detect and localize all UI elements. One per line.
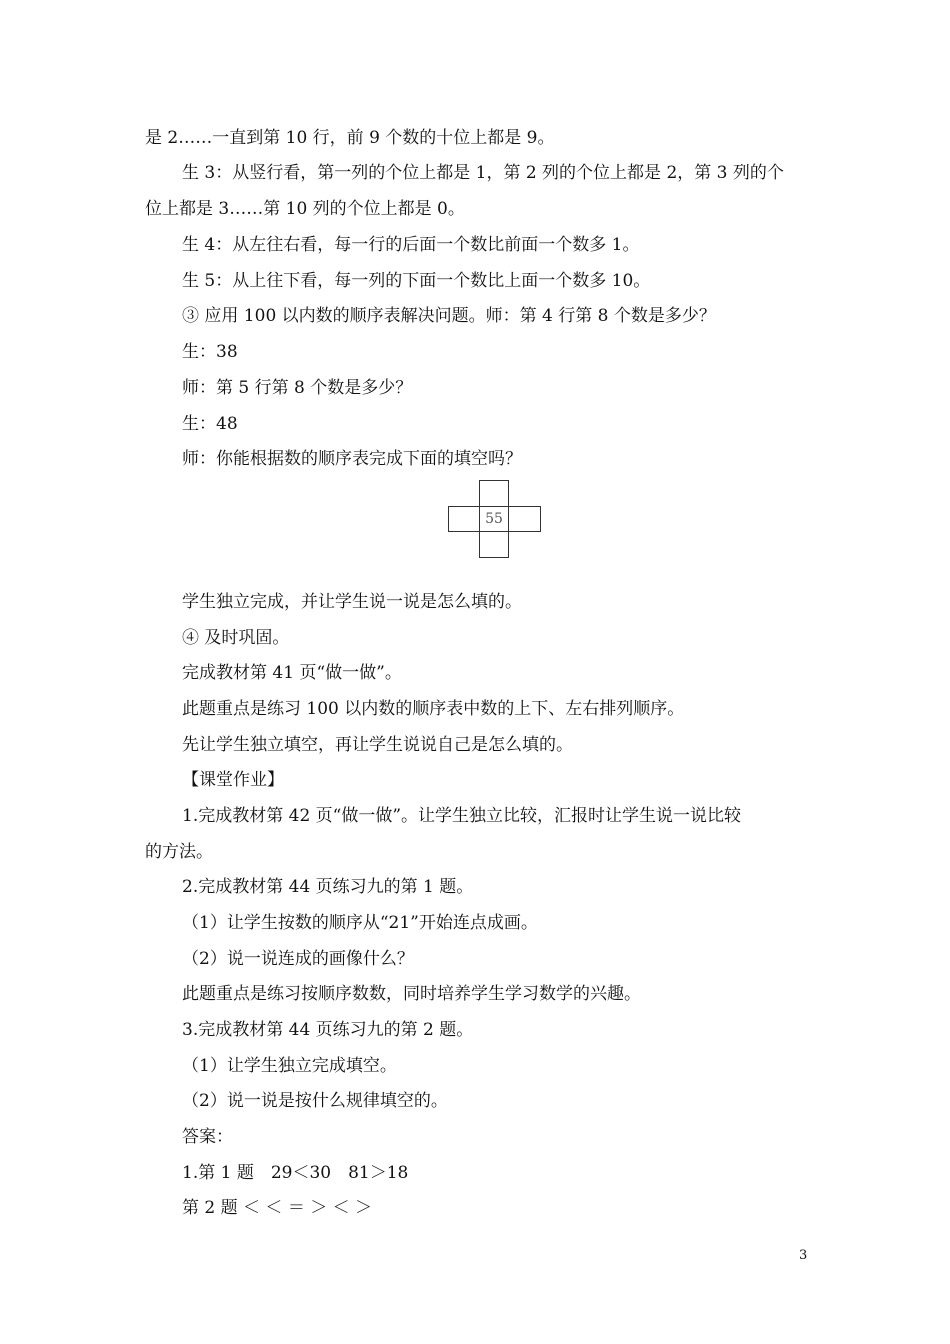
text-line: 此题重点是练习 100 以内数的顺序表中数的上下、左右排列顺序。 bbox=[182, 699, 685, 719]
text-line: （2）说一说是按什么规律填空的。 bbox=[182, 1091, 448, 1111]
text-line: 师：你能根据数的顺序表完成下面的填空吗？ bbox=[182, 449, 522, 469]
text-line: ③ 应用 100 以内数的顺序表解决问题。师：第 4 行第 8 个数是多少？ bbox=[182, 306, 716, 326]
text-line: 1.第 1 题 29＜30 81＞18 bbox=[182, 1163, 409, 1183]
text-line: 是 2……一直到第 10 行，前 9 个数的十位上都是 9。 bbox=[145, 128, 555, 148]
text-line: 第 2 题 ＜ ＜ ＝ ＞ ＜ ＞ bbox=[182, 1198, 373, 1218]
text-line: 3.完成教材第 44 页练习九的第 2 题。 bbox=[182, 1020, 474, 1040]
text-line: （2）说一说连成的画像什么？ bbox=[182, 949, 414, 969]
grid-cell-top bbox=[479, 480, 509, 507]
number-grid-figure bbox=[448, 480, 541, 558]
text-line: 生 3：从竖行看，第一列的个位上都是 1，第 2 列的个位上都是 2，第 3 列的个 bbox=[182, 163, 784, 183]
text-line: 位上都是 3……第 10 列的个位上都是 0。 bbox=[145, 199, 465, 219]
grid-center-value: 55 bbox=[485, 511, 503, 527]
text-line: 此题重点是练习按顺序数数，同时培养学生学习数学的兴趣。 bbox=[182, 984, 641, 1004]
text-line: ④ 及时巩固。 bbox=[182, 628, 290, 648]
text-line: 学生独立完成，并让学生说一说是怎么填的。 bbox=[182, 592, 522, 612]
text-line: 生 5：从上往下看，每一列的下面一个数比上面一个数多 10。 bbox=[182, 271, 651, 291]
grid-cell-right bbox=[508, 506, 541, 532]
text-line: （1）让学生按数的顺序从“21”开始连点成画。 bbox=[182, 913, 538, 933]
text-line: 1.完成教材第 42 页“做一做”。让学生独立比较，汇报时让学生说一说比较 bbox=[182, 806, 742, 826]
text-line: 师：第 5 行第 8 个数是多少？ bbox=[182, 378, 413, 398]
text-line: 生 4：从左往右看，每一行的后面一个数比前面一个数多 1。 bbox=[182, 235, 640, 255]
grid-cell-center bbox=[479, 506, 509, 532]
text-line: 的方法。 bbox=[145, 842, 213, 862]
page-number: 3 bbox=[799, 1248, 808, 1263]
text-line: 答案： bbox=[182, 1127, 233, 1147]
text-line: （1）让学生独立完成填空。 bbox=[182, 1056, 397, 1076]
text-line: 完成教材第 41 页“做一做”。 bbox=[182, 663, 402, 683]
section-heading: 【课堂作业】 bbox=[182, 770, 284, 790]
grid-cell-bottom bbox=[479, 531, 509, 558]
text-line: 2.完成教材第 44 页练习九的第 1 题。 bbox=[182, 877, 474, 897]
text-line: 生：48 bbox=[182, 414, 238, 434]
text-line: 先让学生独立填空，再让学生说说自己是怎么填的。 bbox=[182, 735, 573, 755]
text-line: 生：38 bbox=[182, 342, 238, 362]
grid-cell-left bbox=[448, 506, 480, 532]
